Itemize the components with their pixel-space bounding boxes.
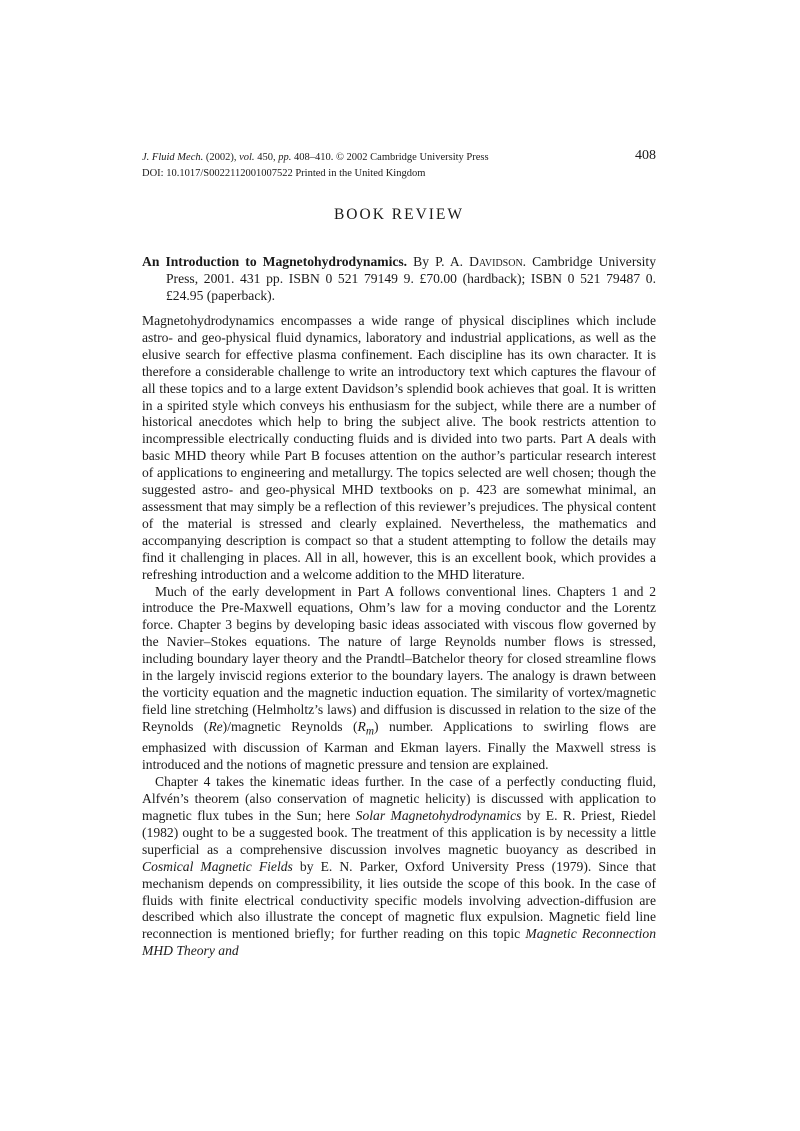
book-ref-magnetic-reconnection: Magnetic Reconnection MHD Theory and [142,926,656,959]
paragraph-3-text-a: Chapter 4 takes the kinematic ideas further. In the case of a perfectly conducting fluid, Alfvén’s theorem (also conservation of magnetic helicity) is discussed with application to magnetic flux tubes in the Sun; here [142,774,656,823]
doi-line: DOI: 10.1017/S0022112001007522 Printed in the United Kingdom [142,168,426,179]
paragraph-3-text-c: by E. N. Parker, Oxford University Press (1979). Since that mechanism depends on compressibility, it lies outside the scope of this book. In the case of fluids with finite electrical conductivity specific models involving advection-diffusion are described which also illustrate the concept of magnetic flux expulsion. Magnetic field line reconnection is mentioned briefly; for further reading on this topic [142,858,657,942]
citation-details: . Cambridge University Press, 2001. 431 pp. ISBN 0 521 79149 9. £70.00 (hardback); ISBN 0 521 79487 0. £24.95 (paperback). [166,254,656,303]
volume-number: 450, [254,152,279,163]
paragraph-2 [142,584,656,775]
reynolds-symbol: Re [208,718,223,734]
paragraph-2-text-b: )/magnetic Reynolds ( [222,718,358,734]
magnetic-reynolds-symbol: R [357,718,366,734]
magnetic-reynolds-subscript: m [365,725,375,738]
book-citation [142,253,656,304]
citation-by: By P. A. [407,254,470,269]
book-title: An Introduction to Magnetohydrodynamics. [142,254,408,269]
journal-header [142,150,656,166]
paragraph-3 [142,774,656,960]
book-ref-solar-mhd: Solar Magnetohydrodynamics [355,808,522,823]
paragraph-2-text-c: ) number. Applications to swirling flows are emphasized with discussion of Karman and Ekman layers. Finally the Maxwell stress is introduced and the notions of magnetic pressure and tension are explained. [142,718,656,773]
journal-name: J. Fluid Mech. [142,152,204,163]
book-ref-cosmical-fields: Cosmical Magnetic Fields [142,858,293,874]
paragraph-1: Magnetohydrodynamics encompasses a wide range of physical disciplines which include astro- and geo-physical fluid dynamics, laboratory and industrial applications, as well as the elusive search for effective plasma confinement. Each discipline has its own character. It is therefore a considerable challenge to write an introductory text which captures the flavour of all these topics and to a large extent Davidson’s splendid book achieves that goal. It is written in a spirited style which conveys his enthusiasm for the subject, while there are a number of historical anecdotes which help to bring the subject alive. The book restricts attention to incompressible electrically conducting fluids and is divided into two parts. Part A deals with basic MHD theory while Part B focuses attention on the author’s particular research interest of applications to engineering and metallurgy. The topics selected are well chosen; though the suggested astro- and geo-physical MHD textbooks on p. 423 are somewhat minimal, an assessment that may simply be a reflection of this reviewer’s prejudices. The physical content of the material is stressed and clearly explained. Nevertheless, the mathematics and accompanying description is compact so that a student attempting to follow the details may find it challenging in places. All in all, however, this is an excellent book, which provides a refreshing introduction and a welcome addition to the MHD literature. [142,313,656,582]
paragraph-3-text-b: by E. R. Priest, Riedel (1982) ought to be a suggested book. The treatment of this application is by necessity a little superficial as a comprehensive discussion involves magnetic buoyancy as described in [142,808,656,857]
page-content [142,150,656,960]
pages-label: pp. [278,152,292,163]
paragraph-2-text-a: Much of the early development in Part A follows conventional lines. Chapters 1 and 2 introduce the Pre-Maxwell equations, Ohm’s law for a moving conductor and the Lorentz force. Chapter 3 begins by developing basic ideas associated with viscous flow governed by the Navier–Stokes equations. The nature of large Reynolds number flows is stressed, including boundary layer theory and the Prandtl–Batchelor theory for closed streamline flows in the largely inviscid regions exterior to the boundary layers. The analogy is drawn between the vorticity equation and the magnetic induction equation. The similarity of vortex/magnetic field line stretching (Helmholtz’s laws) and diffusion is discussed in relation to the size of the Reynolds ( [142,583,656,734]
section-heading: BOOK REVIEW [333,206,465,223]
review-body [142,313,656,960]
pages-range: 408–410. © 2002 Cambridge University Press [291,152,489,163]
volume-label: vol. [239,152,255,163]
book-author: Davidson [469,254,523,269]
page-number: 408 [635,148,656,163]
journal-year: (2002), [203,152,240,163]
